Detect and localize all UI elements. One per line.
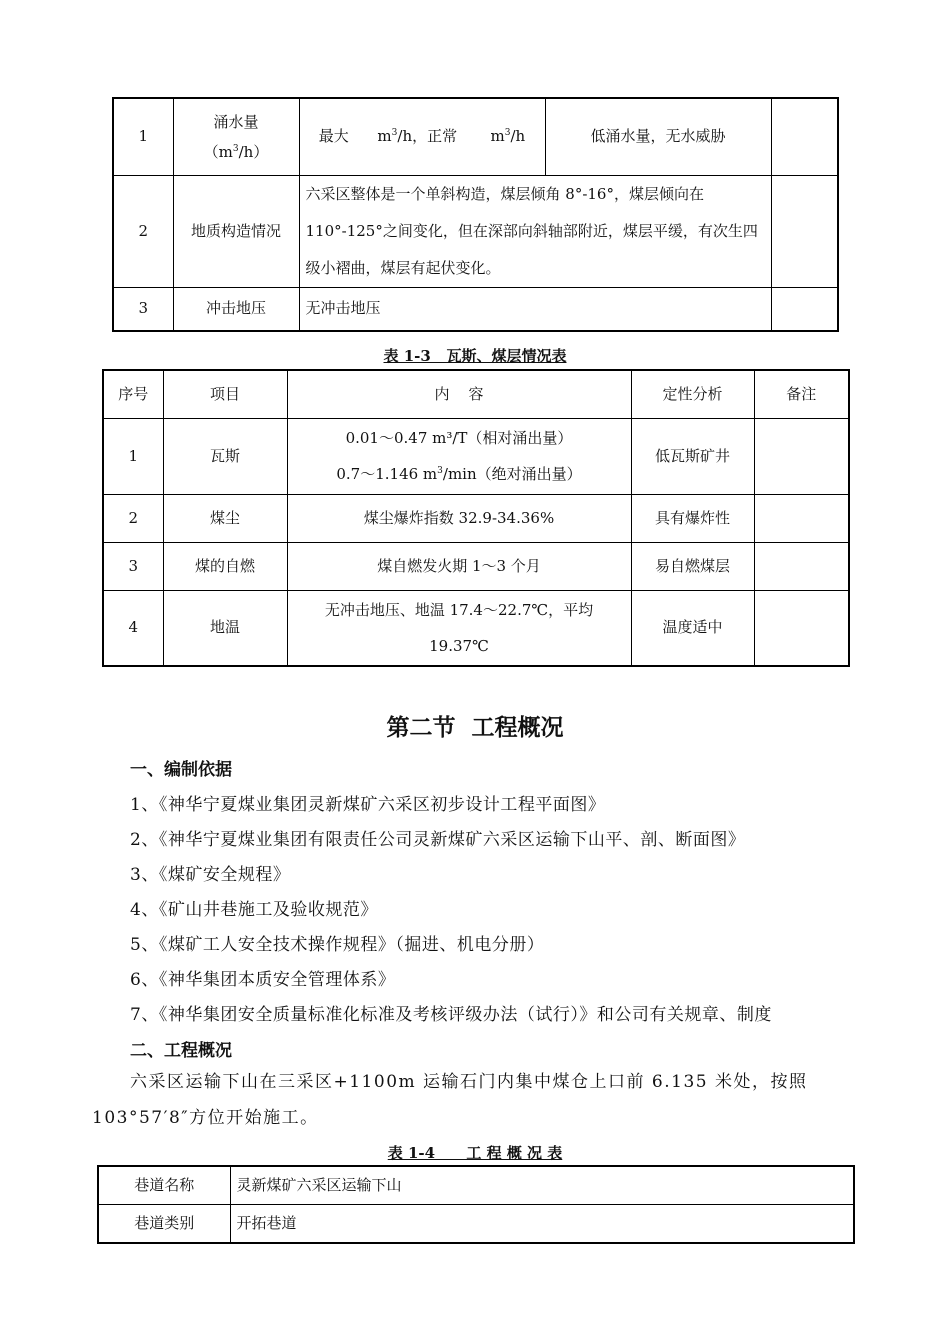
row-number: 2: [103, 494, 163, 542]
row-analysis: 低涌水量，无水威胁: [545, 98, 771, 175]
table-row: [103, 418, 849, 494]
row-analysis: 温度适中: [631, 590, 754, 666]
heading-basis: 一、编制依据: [130, 760, 232, 780]
row-remark: [771, 287, 838, 331]
table-caption: 表 1-4 工 程 概 况 表: [387, 1144, 563, 1162]
list-item: 7、《神华集团安全质量标准化标准及考核评级办法（试行）》和公司有关规章、制度: [130, 1005, 772, 1025]
gas-coal-table: [102, 369, 850, 667]
row-analysis: 低瓦斯矿井: [631, 418, 754, 494]
row-value: 开拓巷道: [230, 1205, 854, 1244]
row-content: 无冲击地压、地温 17.4～22.7℃，平均 19.37℃: [287, 590, 631, 666]
row-remark: [754, 418, 849, 494]
row-item: 煤的自燃: [163, 542, 287, 590]
list-item: 1、《神华宁夏煤业集团灵新煤矿六采区初步设计工程平面图》: [130, 795, 606, 815]
list-item: 5、《煤矿工人安全技术操作规程》（掘进、机电分册）: [130, 935, 545, 955]
row-item: 地温: [163, 590, 287, 666]
table-row: [113, 287, 838, 331]
row-remark: [754, 590, 849, 666]
row-item: 瓦斯: [163, 418, 287, 494]
row-number: 4: [103, 590, 163, 666]
row-content: 煤尘爆炸指数 32.9-34.36%: [287, 494, 631, 542]
list-item: 6、《神华集团本质安全管理体系》: [130, 970, 396, 990]
heading-overview: 二、工程概况: [130, 1041, 232, 1061]
row-remark: [754, 542, 849, 590]
row-item: 冲击地压: [173, 287, 299, 331]
row-analysis: 易自燃煤层: [631, 542, 754, 590]
table-row: [103, 590, 849, 666]
row-remark: [771, 98, 838, 175]
row-content: 0.01～0.47 m³/T（相对涌出量） 0.7～1.146 $m^3/\min$（绝对涌出量）: [287, 418, 631, 494]
section-title: 第二节 工程概况: [386, 714, 564, 741]
row-number: 1: [103, 418, 163, 494]
header-no: 序号: [103, 370, 163, 418]
row-item: 煤尘: [163, 494, 287, 542]
table-header-row: [103, 370, 849, 418]
header-analysis: 定性分析: [631, 370, 754, 418]
table-row: [103, 542, 849, 590]
row-number: 2: [113, 175, 173, 287]
list-item: 3、《煤矿安全规程》: [130, 865, 291, 885]
table-row: [113, 98, 838, 175]
row-analysis: 具有爆炸性: [631, 494, 754, 542]
row-number: 3: [113, 287, 173, 331]
row-content: 最大 $m^3/h$，正常 $m^3/h$: [299, 98, 545, 175]
row-number: 1: [113, 98, 173, 175]
overview-paragraph: 六采区运输下山在三采区+1100m 运输石门内集中煤仓上口前 6.135 米处，按照 103°57′8″方位开始施工。: [92, 1072, 808, 1128]
row-remark: [771, 175, 838, 287]
table-row: [113, 175, 838, 287]
list-item: 2、《神华宁夏煤业集团有限责任公司灵新煤矿六采区运输下山平、剖、断面图》: [130, 830, 746, 850]
row-value: 灵新煤矿六采区运输下山: [230, 1166, 854, 1205]
header-remark: 备注: [754, 370, 849, 418]
list-item: 4、《矿山井巷施工及验收规范》: [130, 900, 378, 920]
hydrogeology-table: [112, 97, 839, 332]
header-content: 内 容: [287, 370, 631, 418]
row-label: 巷道名称: [98, 1166, 230, 1205]
row-item: 地质构造情况: [173, 175, 299, 287]
row-label: 巷道类别: [98, 1205, 230, 1244]
row-content: 无冲击地压: [299, 287, 771, 331]
row-content: 六采区整体是一个单斜构造，煤层倾角 8°-16°，煤层倾向在 110°-125°之间变化，但在深部向斜轴部附近，煤层平缓，有次生四级小褶曲，煤层有起伏变化。: [299, 175, 771, 287]
row-number: 3: [103, 542, 163, 590]
table-caption: 表 1-3 瓦斯、煤层情况表: [383, 347, 567, 365]
header-item: 项目: [163, 370, 287, 418]
table-row: [98, 1205, 854, 1244]
table-row: [103, 494, 849, 542]
table-row: [98, 1166, 854, 1205]
project-overview-table: [97, 1165, 855, 1244]
row-content: 煤自燃发火期 1～3 个月: [287, 542, 631, 590]
row-item: 涌水量 $(m^3/h)$: [173, 98, 299, 175]
row-remark: [754, 494, 849, 542]
